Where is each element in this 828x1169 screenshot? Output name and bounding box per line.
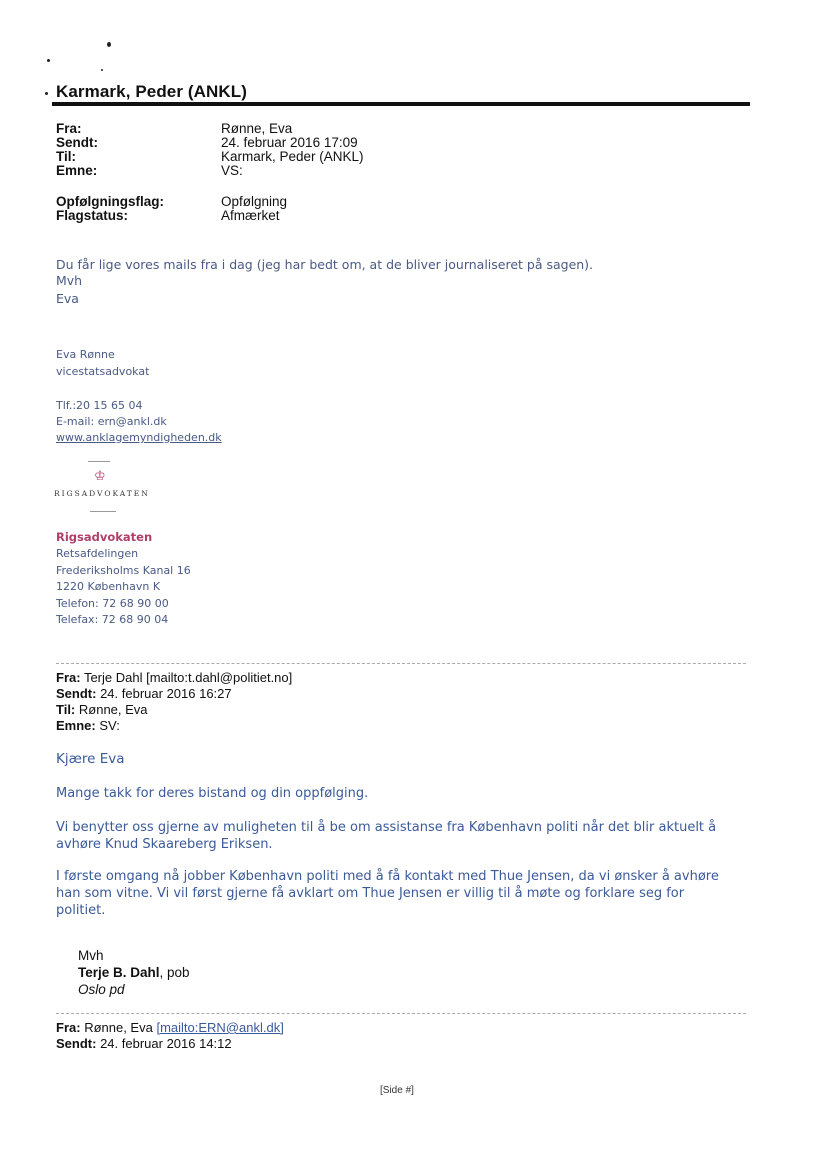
crest-rule-top [88, 461, 110, 462]
signature-title: vicestatsadvokat [56, 365, 150, 378]
from-label: Fra: [56, 121, 82, 136]
forward-para1: Mange takk for deres bistand og din oppfølging. [56, 786, 369, 801]
org-city: 1220 København K [56, 580, 161, 593]
title-dot [45, 92, 48, 95]
sent-label: Sendt: [56, 135, 98, 150]
to-label: Til: [56, 149, 76, 164]
message-body: Du får lige vores mails fra i dag (jeg har bedt om, at de bliver journaliseret på sagen). [56, 257, 594, 272]
forward-from: Fra: Terje Dahl [mailto:t.dahl@politiet.no] [56, 670, 293, 685]
signature-email: E-mail: ern@ankl.dk [56, 415, 167, 428]
forward-subject: Emne: SV: [56, 718, 120, 733]
forward-para2-line1: Vi benytter oss gjerne av muligheten til å be om assistanse fra København politi når det blir aktuelt å [56, 820, 717, 835]
to-value: Karmark, Peder (ANKL) [221, 149, 364, 164]
org-name: Rigsadvokaten [56, 530, 153, 544]
crest-rule-bottom [90, 511, 116, 512]
forward-greeting: Kjære Eva [56, 751, 125, 767]
forward-closing: Mvh [78, 948, 104, 963]
forward-separator [56, 663, 746, 664]
forward-signature: Terje B. Dahl, pob [78, 965, 190, 980]
org-street: Frederiksholms Kanal 16 [56, 564, 191, 577]
from-value: Rønne, Eva [221, 121, 293, 136]
crest-wordmark: RIGSADVOKATEN [54, 489, 150, 498]
forward2-sent: Sendt: 24. februar 2016 14:12 [56, 1036, 232, 1051]
org-telefon: Telefon: 72 68 90 00 [56, 597, 169, 610]
message-closing: Mvh [56, 273, 83, 288]
forward-to: Til: Rønne, Eva [56, 702, 148, 717]
title-rule [52, 102, 750, 106]
flag-label: Opfølgningsflag: [56, 194, 164, 209]
flagstatus-label: Flagstatus: [56, 208, 129, 223]
forward-signature-unit: Oslo pd [78, 982, 125, 997]
subject-label: Emne: [56, 163, 98, 178]
page-title: Karmark, Peder (ANKL) [56, 82, 248, 101]
message-sender-name: Eva [56, 291, 79, 306]
flag-value: Opfølgning [221, 194, 288, 209]
forward-para3-line2: han som vitne. Vi vil først gjerne få avklart om Thue Jensen er villig til å møte og forklare seg for [56, 886, 685, 901]
forward-separator-2 [56, 1013, 746, 1014]
sent-value: 24. februar 2016 17:09 [221, 135, 358, 150]
forward-para3-line3: politiet. [56, 903, 106, 918]
signature-phone: Tlf.:20 15 65 04 [56, 399, 143, 412]
signature-name: Eva Rønne [56, 348, 115, 361]
org-dept: Retsafdelingen [56, 547, 139, 560]
crown-icon: ♔ [94, 468, 106, 483]
forward2-mailto-link[interactable]: [mailto:ERN@ankl.dk] [156, 1020, 284, 1035]
page-number: [Side #] [380, 1085, 414, 1096]
flagstatus-value: Afmærket [221, 208, 280, 223]
org-telefax: Telefax: 72 68 90 04 [56, 613, 169, 626]
forward2-from: Fra: Rønne, Eva [mailto:ERN@ankl.dk] [56, 1020, 284, 1035]
forward-sent: Sendt: 24. februar 2016 16:27 [56, 686, 232, 701]
signature-website-link[interactable]: www.anklagemyndigheden.dk [56, 431, 222, 444]
forward-para2-line2: avhøre Knud Skaareberg Eriksen. [56, 837, 273, 852]
subject-value: VS: [221, 163, 243, 178]
forward-para3-line1: I første omgang nå jobber København politi med å få kontakt med Thue Jensen, da vi ønsker å avhøre [56, 869, 719, 884]
